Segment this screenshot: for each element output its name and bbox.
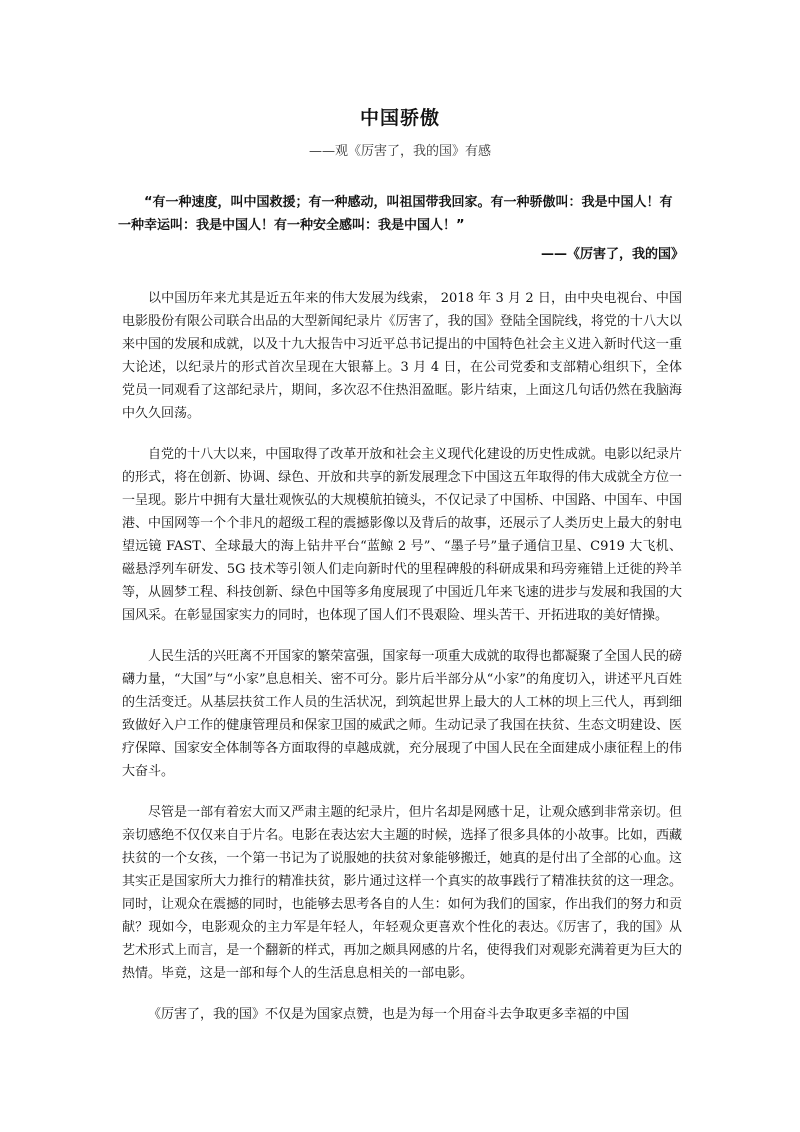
document-subtitle: ——观《厉害了，我的国》有感 <box>308 144 491 159</box>
document-title: 中国骄傲 <box>359 107 440 129</box>
paragraph: 自党的十八大以来，中国取得了改革开放和社会主义现代化建设的历史性成就。电影以纪录片的形式，将在创新、协调、绿色、开放和共享的新发展理念下中国这五年取得的伟大成就全方位一一呈现。影片中拥有大量壮观恢弘的大规模航拍镜头，不仅记录了中国桥、中国路、中国车、中国港、中国网等一个个非凡的超级工程的震撼影像以及背后的故事，还展示了人类历史上最大的射电望远镜 FAST、全球最大的海上钻井平台“蓝鲸 2 号”、“墨子号”量子通信卫星、C919 大飞机、磁悬浮列车研发、5G 技术等引领人们走向新时代的里程碑般的科研成果和玛旁雍错上迁徙的羚羊等，从圆梦工程、科技创新、绿色中国等多角度展现了中国近几年来飞速的进步与发展和我国的大国风采。在彰显国家实力的同时，也体现了国人们不畏艰险、埋头苦干、开拓进取的美好情操。 <box>122 447 682 623</box>
body-text <box>122 287 682 1044</box>
paragraph: 尽管是一部有着宏大而又严肃主题的纪录片，但片名却是网感十足，让观众感到非常亲切。但亲切感绝不仅仅来自于片名。电影在表达宏大主题的时候，选择了很多具体的小故事。比如，西藏扶贫的一个女孩，一个第一书记为了说服她的扶贫对象能够搬迁，她真的是付出了全部的心血。这其实正是国家所大力推行的精准扶贫，影片通过这样一个真实的故事践行了精准扶贫的这一理念。同时，让观众在震撼的同时，也能够去思考各自的人生：如何为我们的国家，作出我们的努力和贡献？现如今，电影观众的主力军是年轻人，年轻观众更喜欢个性化的表达。《厉害了，我的国》从艺术形式上而言，是一个翻新的样式，再加之颇具网感的片名，使得我们对观影充满着更为巨大的热情。毕竟，这是一部和每个人的生活息息相关的一部电影。 <box>122 805 682 981</box>
paragraph: 以中国历年来尤其是近五年来的伟大发展为线索， 2018 年 3 月 2 日，由中央电视台、中国电影股份有限公司联合出品的大型新闻纪录片《厉害了，我的国》登陆全国院线，将党的十八大以来中国的发展和成就，以及十九大报告中习近平总书记提出的中国特色社会主义进入新时代这一重大论述，以纪录片的形式首次呈现在大银幕上。3 月 4 日，在公司党委和支部精心组织下，全体党员一同观看了这部纪录片，期间，多次忍不住热泪盈眶。影片结束，上面这几句话仍然在我脑海中久久回荡。 <box>122 291 682 421</box>
paragraph: 《厉害了，我的国》不仅是为国家点赞，也是为每一个用奋斗去争取更多幸福的中国 <box>148 1007 630 1022</box>
paragraph: 人民生活的兴旺离不开国家的繁荣富强，国家每一项重大成就的取得也都凝聚了全国人民的磅礴力量，“大国”与“小家”息息相关、密不可分。影片后半部分从“小家”的角度切入，讲述平凡百姓的生活变迁。从基层扶贫工作人员的生活状况，到筑起世界上最大的人工林的坝上三代人，再到细致做好入户工作的健康管理员和保家卫国的威武之师。生动记录了我国在扶贫、生态文明建设、医疗保障、国家安全体制等各方面取得的卓越成就，充分展现了中国人民在全面建成小康征程上的伟大奋斗。 <box>122 649 682 779</box>
opening-quote: “有一种速度，叫中国救援；有一种感动，叫祖国带我回家。有一种骄傲叫：我是中国人！有一种幸运叫：我是中国人！有一种安全感叫：我是中国人！” <box>118 195 673 233</box>
quote-source: ——《厉害了，我的国》 <box>540 247 684 262</box>
